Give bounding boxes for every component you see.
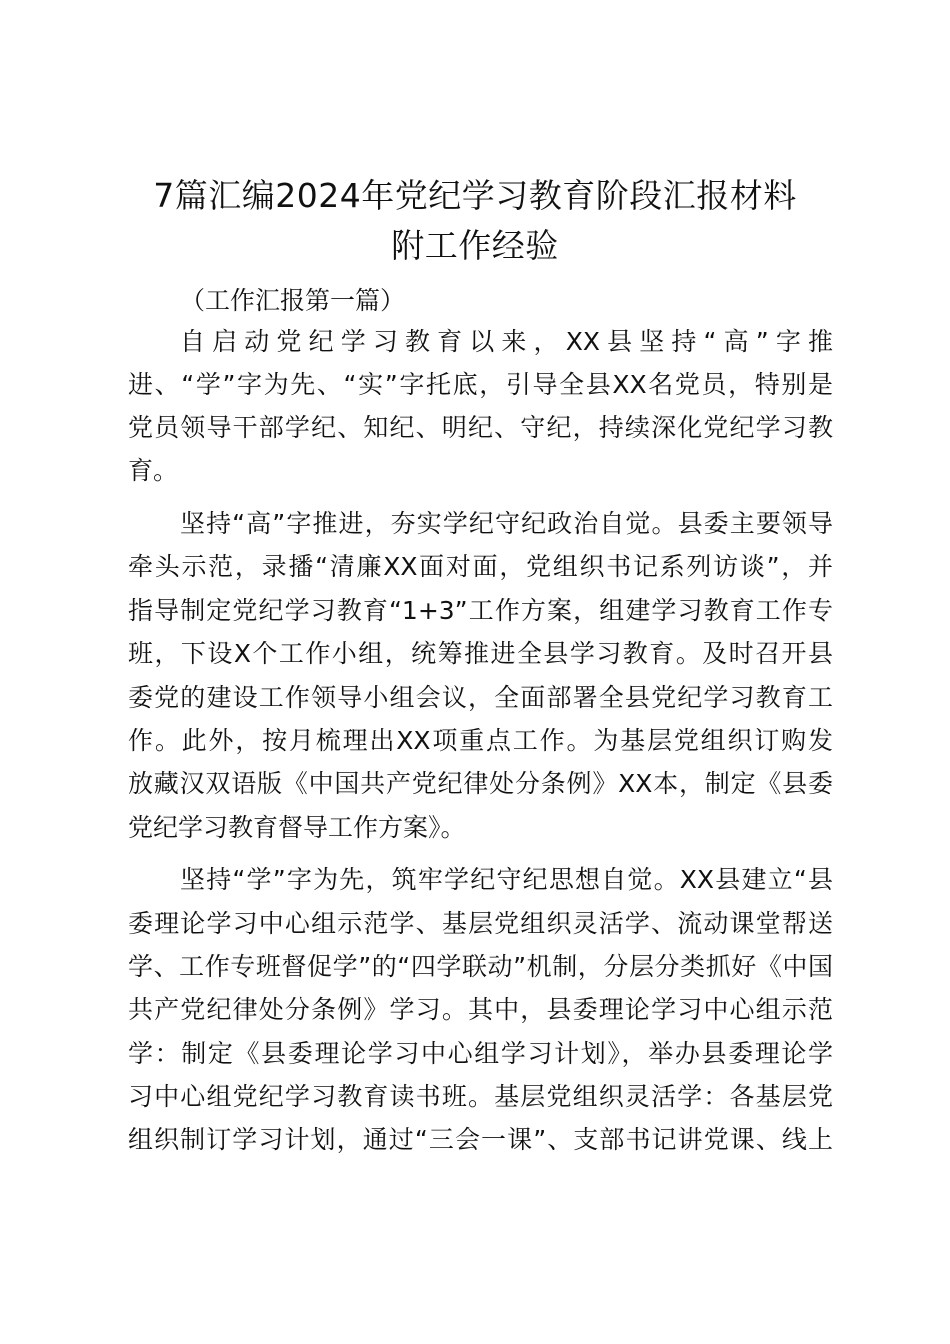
paragraph-3-line: 习中心组党纪学习教育读书班。基层党组织灵活学：各基层党 bbox=[128, 1082, 833, 1111]
paragraph-1-line: 党员领导干部学纪、知纪、明纪、守纪，持续深化党纪学习教 bbox=[128, 413, 833, 442]
paragraph-2-line: 作。此外，按月梳理出XX项重点工作。为基层党组织订购发 bbox=[128, 726, 833, 755]
document-subtitle: （工作汇报第一篇） bbox=[180, 286, 406, 315]
paragraph-2-line: 班，下设X个工作小组，统筹推进全县学习教育。及时召开县 bbox=[128, 639, 833, 668]
paragraph-1-line: 育。 bbox=[128, 456, 179, 485]
document-title-line-1: 7篇汇编2024年党纪学习教育阶段汇报材料 bbox=[153, 176, 797, 215]
paragraph-1-line: 自启动党纪学习教育以来，XX县坚持“高”字推 bbox=[180, 327, 833, 356]
paragraph-2-line: 党纪学习教育督导工作方案》。 bbox=[128, 813, 466, 842]
paragraph-2-line: 牵头示范，录播“清廉XX面对面，党组织书记系列访谈”，并 bbox=[128, 552, 833, 581]
paragraph-3-line: 组织制订学习计划，通过“三会一课”、支部书记讲党课、线上 bbox=[128, 1125, 833, 1154]
paragraph-1-line: 进、“学”字为先、“实”字托底，引导全县XX名党员，特别是 bbox=[128, 370, 833, 399]
paragraph-2-line: 放藏汉双语版《中国共产党纪律处分条例》XX本，制定《县委 bbox=[128, 769, 833, 798]
paragraph-3-line: 学：制定《县委理论学习中心组学习计划》，举办县委理论学 bbox=[128, 1039, 833, 1068]
paragraph-3-line: 共产党纪律处分条例》学习。其中，县委理论学习中心组示范 bbox=[128, 995, 833, 1024]
paragraph-3-line: 坚持“学”字为先，筑牢学纪守纪思想自觉。XX县建立“县 bbox=[180, 865, 833, 894]
paragraph-2-line: 坚持“高”字推进，夯实学纪守纪政治自觉。县委主要领导 bbox=[180, 509, 833, 538]
paragraph-3-line: 委理论学习中心组示范学、基层党组织灵活学、流动课堂帮送 bbox=[128, 909, 833, 938]
paragraph-3-line: 学、工作专班督促学”的“四学联动”机制，分层分类抓好《中国 bbox=[128, 952, 833, 981]
paragraph-2-line: 委党的建设工作领导小组会议，全面部署全县党纪学习教育工 bbox=[128, 683, 833, 712]
paragraph-2-line: 指导制定党纪学习教育“1+3”工作方案，组建学习教育工作专 bbox=[128, 596, 833, 625]
document-title-line-2: 附工作经验 bbox=[391, 226, 559, 265]
